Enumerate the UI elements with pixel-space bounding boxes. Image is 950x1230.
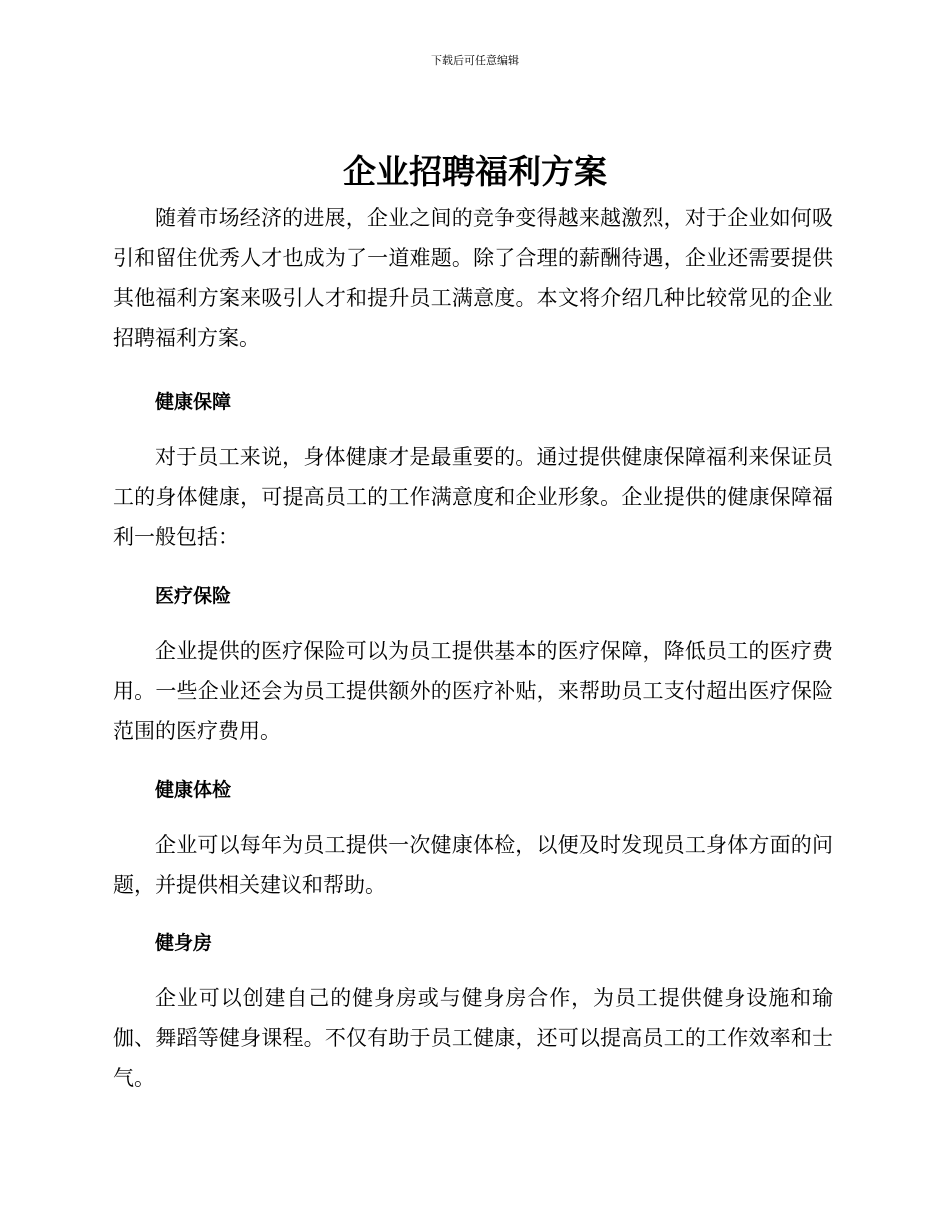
section-body-health-checkup: 企业可以每年为员工提供一次健康体检，以便及时发现员工身体方面的问题，并提供相关建议和帮助。	[113, 833, 833, 897]
intro-paragraph: 随着市场经济的进展，企业之间的竞争变得越来越激烈，对于企业如何吸引和留住优秀人才也成为了一道难题。除了合理的薪酬待遇，企业还需要提供其他福利方案来吸引人才和提升员工满意度。本文将介绍几种比较常见的企业招聘福利方案。	[113, 206, 833, 350]
section-heading-health-checkup: 健康体检	[155, 779, 232, 801]
section-heading-gym: 健身房	[155, 932, 213, 954]
section-heading-medical-insurance: 医疗保险	[155, 585, 232, 607]
section-body-medical-insurance: 企业提供的医疗保险可以为员工提供基本的医疗保障，降低员工的医疗费用。一些企业还会为员工提供额外的医疗补贴，来帮助员工支付超出医疗保险范围的医疗费用。	[113, 639, 833, 743]
document-title: 企业招聘福利方案	[343, 152, 607, 191]
section-heading-health-protection: 健康保障	[155, 391, 232, 413]
section-body-health-protection: 对于员工来说，身体健康才是最重要的。通过提供健康保障福利来保证员工的身体健康，可提高员工的工作满意度和企业形象。企业提供的健康保障福利一般包括：	[113, 445, 833, 549]
header-note: 下载后可任意编辑	[431, 54, 519, 67]
section-body-gym: 企业可以创建自己的健身房或与健身房合作，为员工提供健身设施和瑜伽、舞蹈等健身课程。不仅有助于员工健康，还可以提高员工的工作效率和士气。	[113, 986, 833, 1090]
